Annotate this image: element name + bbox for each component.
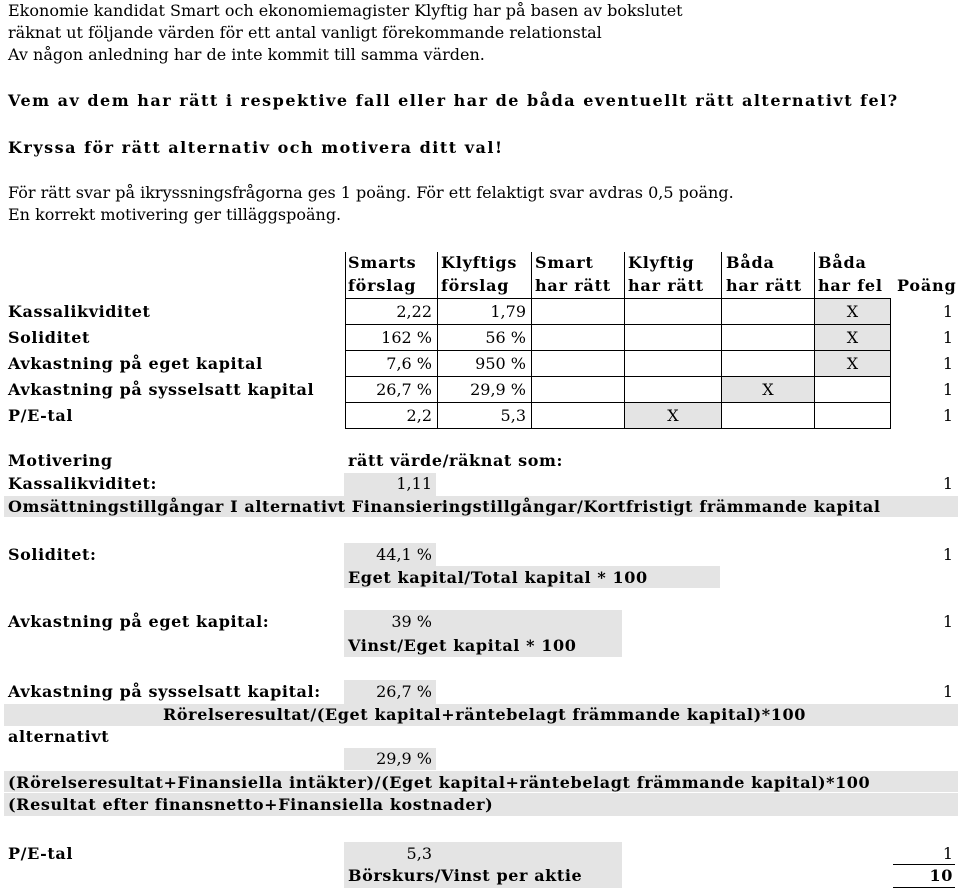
row-smart-soliditet: 162 % [381,328,432,347]
soliditet-formula: Eget kapital/Total kapital * 100 [348,568,648,587]
row-klyftig-avkastning-syssel: 29,9 % [470,380,526,399]
header-bada-har-fel: har fel [818,276,883,295]
eget-value: 39 % [391,612,432,631]
header-bada-har-ratt: har rätt [726,276,802,295]
header-smarts: Smarts [348,253,417,272]
row-mark-avkastning-syssel: X [762,380,774,399]
total-poang: 10 [929,866,953,885]
syssel-value-2: 29,9 % [376,749,432,768]
header-poang: Poäng [897,276,957,295]
soliditet-label: Soliditet: [8,545,97,564]
eget-formula: Vinst/Eget kapital * 100 [348,636,577,655]
row-smart-kassalikviditet: 2,22 [396,302,432,321]
header-bada-2: Båda [818,253,867,272]
eget-label: Avkastning på eget kapital: [8,612,270,631]
syssel-label: Avkastning på sysselsatt kapital: [8,682,321,701]
intro-line-2: räknat ut följande värden för ett antal vanligt förekommande relationstal [8,23,602,42]
soliditet-poang: 1 [942,545,953,564]
row-poang-kassalikviditet: 1 [942,302,953,321]
syssel-alternativt: alternativt [8,727,110,746]
instruction: Kryssa för rätt alternativ och motivera ditt val! [8,138,504,157]
header-smarts-forslag: förslag [348,276,417,295]
kassa-value: 1,11 [396,474,432,493]
eget-poang: 1 [942,612,953,631]
row-poang-pe-tal: 1 [942,406,953,425]
row-mark-kassalikviditet: X [846,302,859,321]
row-label-kassalikviditet: Kassalikviditet [8,302,151,321]
row-smart-pe-tal: 2,2 [406,406,432,425]
header-bada: Båda [726,253,775,272]
row-klyftig-soliditet: 56 % [485,328,526,347]
row-label-avkastning-syssel: Avkastning på sysselsatt kapital [8,380,315,399]
header-klyftigs-forslag: förslag [441,276,510,295]
scoring-line-1: För rätt svar på ikryssningsfrågorna ges 1 poäng. För ett felaktigt svar avdras 0,5 poäng. [8,183,734,202]
row-klyftig-kassalikviditet: 1,79 [490,302,526,321]
header-klyftigs: Klyftigs [441,253,518,272]
header-smart: Smart [535,253,594,272]
row-smart-avkastning-eget: 7,6 % [386,354,432,373]
scoring-line-2: En korrekt motivering ger tilläggspoäng. [8,205,342,224]
total-underline [893,887,955,888]
row-label-soliditet: Soliditet [8,328,91,347]
pe-poang: 1 [942,844,953,863]
row-poang-avkastning-syssel: 1 [942,380,953,399]
kassa-formula: Omsättningstillgångar I alternativt Finansieringstillgångar/Kortfristigt främmande kapital [8,497,881,516]
syssel-formula-2: (Rörelseresultat+Finansiella intäkter)/(Eget kapital+räntebelagt främmande kapital)*100 [8,773,871,792]
row-klyftig-pe-tal: 5,3 [500,406,526,425]
pe-value: 5,3 [406,844,432,863]
syssel-value: 26,7 % [376,682,432,701]
header-klyftig-har-ratt: har rätt [628,276,704,295]
kassa-label: Kassalikviditet: [8,474,158,493]
pe-formula: Börskurs/Vinst per aktie [348,866,583,885]
row-klyftig-avkastning-eget: 950 % [475,354,526,373]
motivering-title: Motivering [8,451,113,470]
syssel-formula-1: Rörelseresultat/(Eget kapital+räntebelagt främmande kapital)*100 [163,705,806,724]
syssel-formula-3: (Resultat efter finansnetto+Finansiella kostnader) [8,795,494,814]
row-mark-avkastning-eget: X [846,354,859,373]
header-klyftig: Klyftig [628,253,695,272]
kassa-poang: 1 [942,474,953,493]
header-smart-har-ratt: har rätt [535,276,611,295]
row-poang-avkastning-eget: 1 [942,354,953,373]
syssel-poang: 1 [942,682,953,701]
row-mark-soliditet: X [846,328,859,347]
question: Vem av dem har rätt i respektive fall eller har de båda eventuellt rätt alternativt fel? [8,91,899,110]
sum-line [893,864,955,865]
soliditet-value: 44,1 % [376,545,432,564]
row-mark-pe-tal: X [667,406,679,425]
intro-line-3: Av någon anledning har de inte kommit till samma värden. [8,45,485,64]
row-poang-soliditet: 1 [942,328,953,347]
row-label-pe-tal: P/E-tal [8,406,74,425]
motivering-subtitle: rätt värde/räknat som: [348,451,564,470]
row-smart-avkastning-syssel: 26,7 % [376,380,432,399]
intro-line-1: Ekonomie kandidat Smart och ekonomiemagister Klyftig har på basen av bokslutet [8,1,683,20]
row-label-avkastning-eget: Avkastning på eget kapital [8,354,263,373]
pe-label: P/E-tal [8,844,74,863]
